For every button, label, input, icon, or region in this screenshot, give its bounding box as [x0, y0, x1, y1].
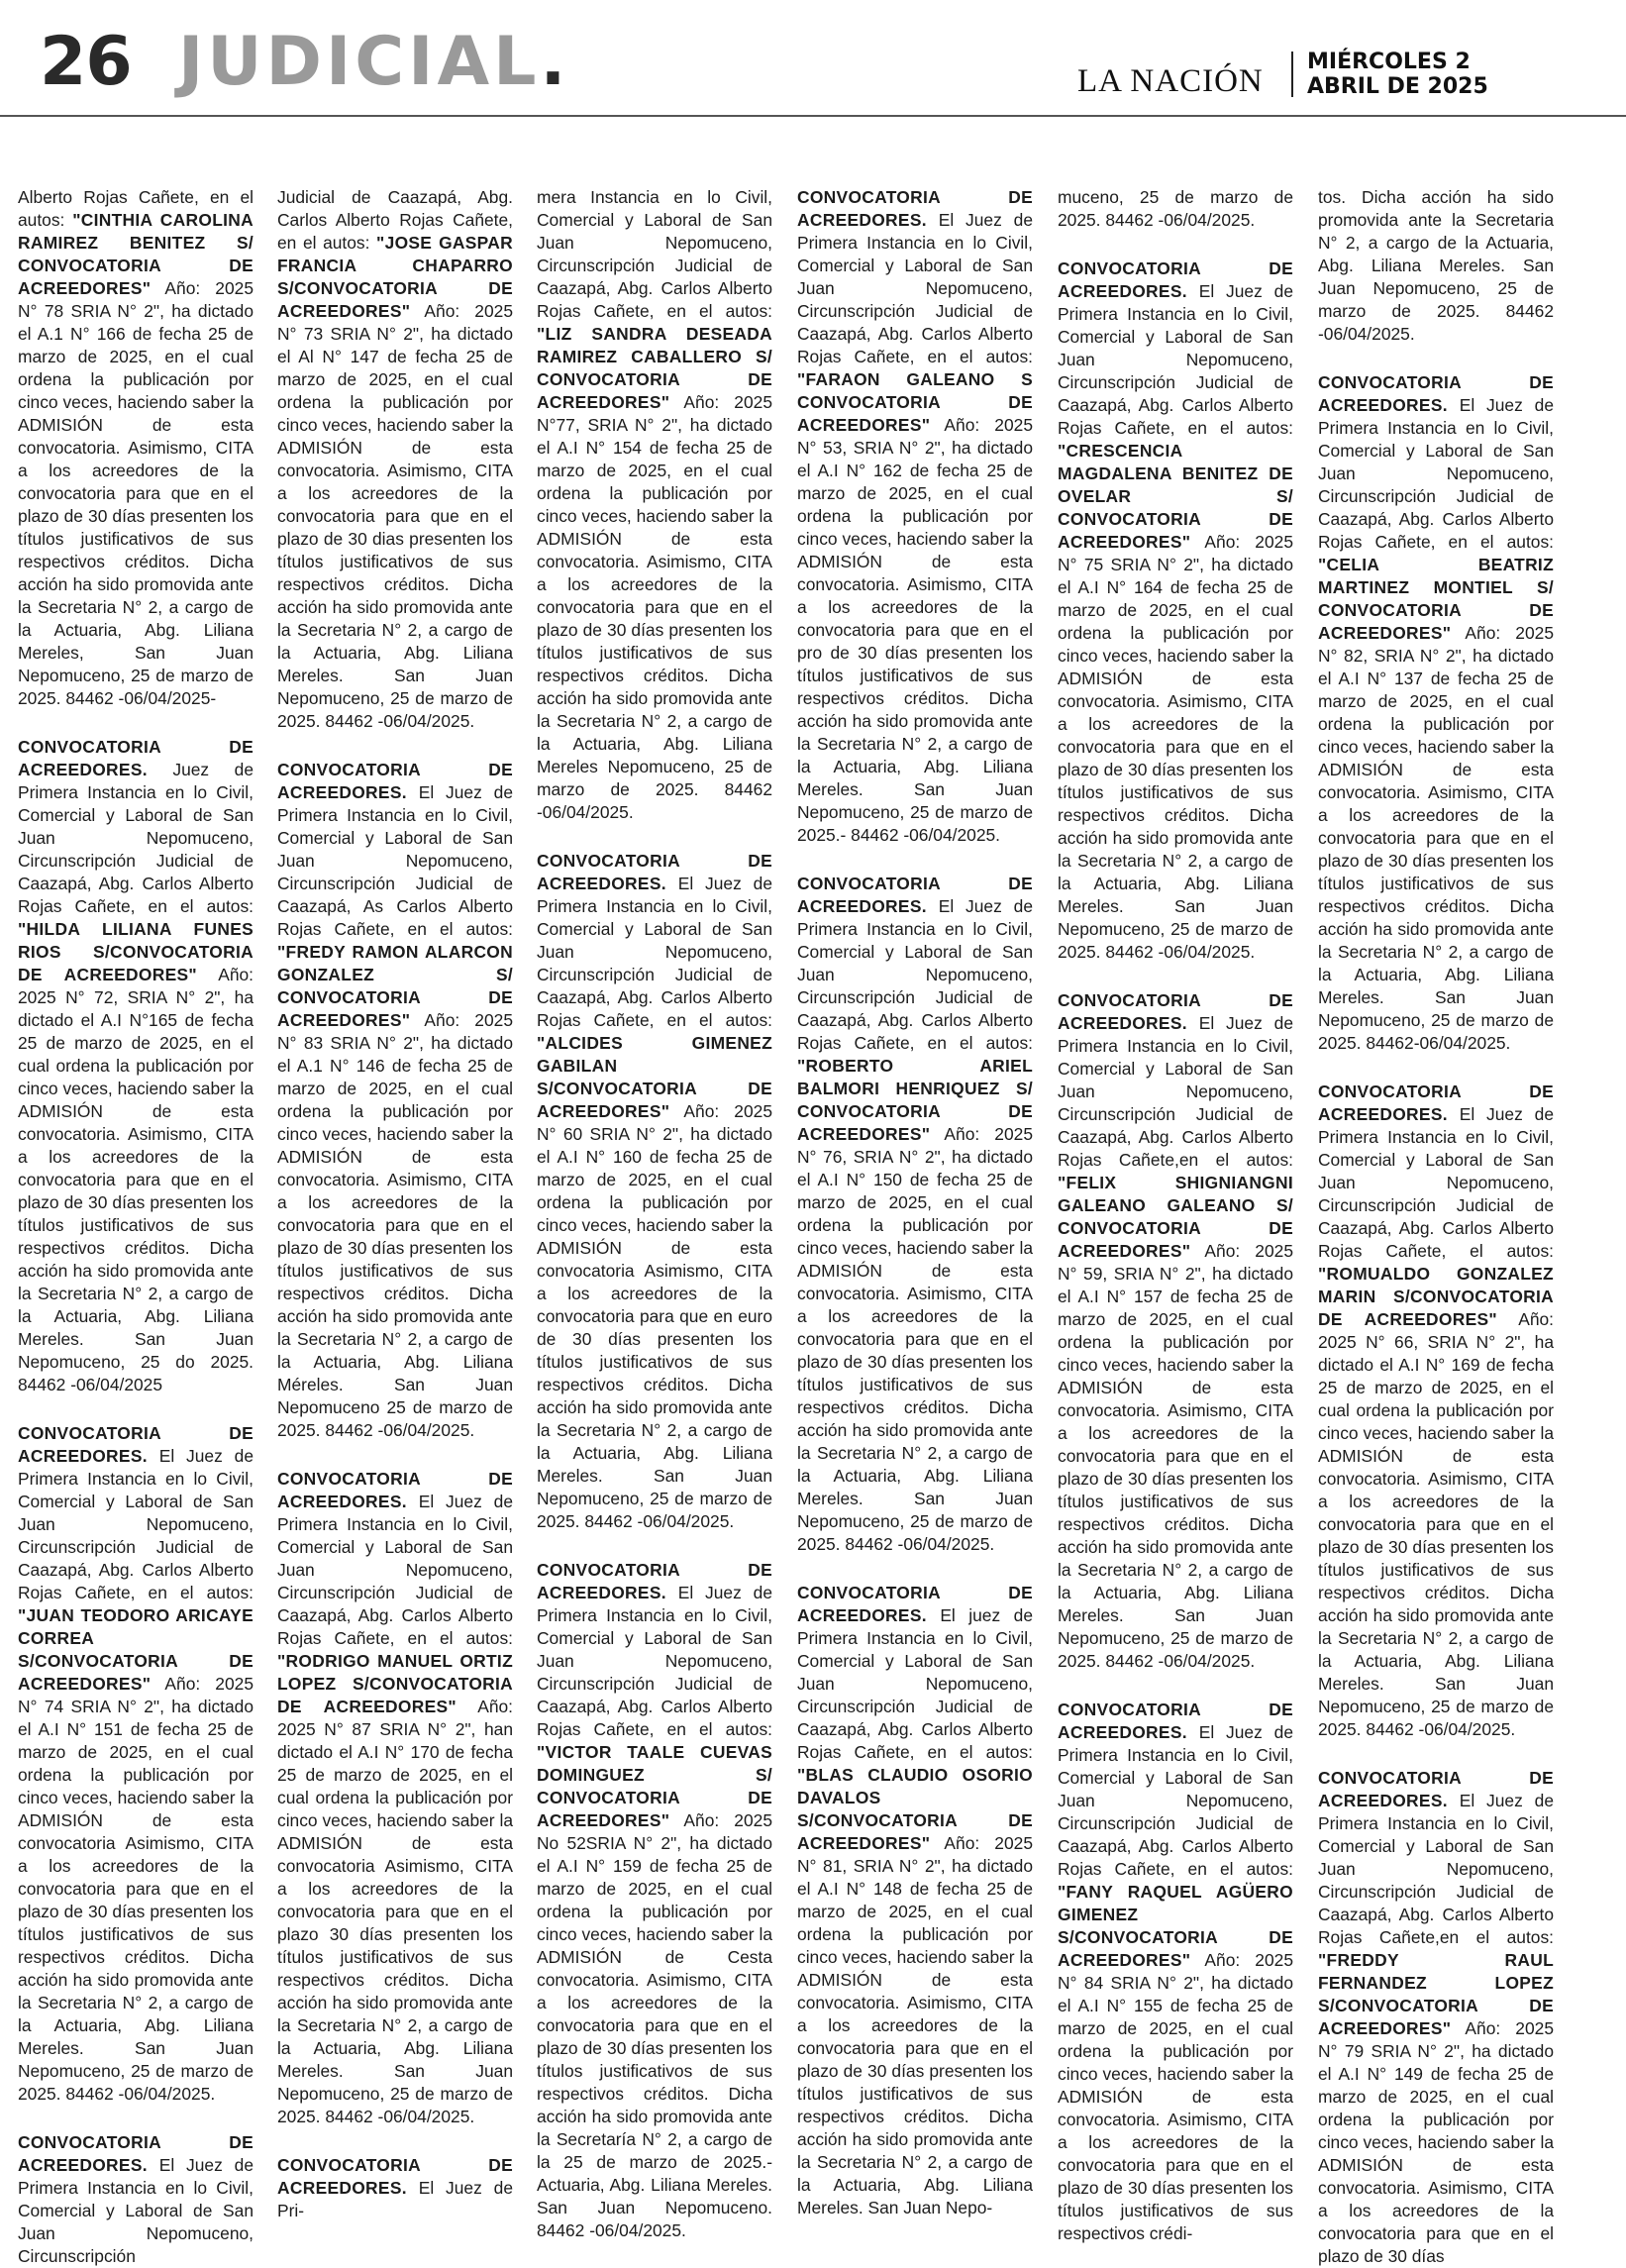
notice-heading: CONVOCATORIA DE ACREEDORES. — [537, 1560, 772, 1602]
notice — [277, 186, 513, 733]
case-title: "CELIA BEATRIZ MARTINEZ MONTIEL S/ CONVOCATORIA DE ACREEDORES" — [1318, 555, 1554, 643]
notice-text: CONVOCATORIA DE ACREEDORES. El Juez de Primera Instancia en lo Civil, Comercial y Laboral de San Juan Nepomuceno, Circunscripción Judicial de Caazapá, Abg. Carlos Alberto Rojas Cañete,en el autos: "FREDDY RAUL FERNANDEZ LOPEZ S/CONVOCATORIA DE ACREEDORES" Año: 2025 N° 79 SRIA N° 2", ha dictado el A.I N° 149 de fecha 25 de marzo de 2025, en el cual ordena la publicación por cinco veces, haciendo saber la ADMISIÓN de esta convocatoria. Asimismo, CITA a los acreedores de la convocatoria para que en el plazo de 30 días — [1318, 1768, 1554, 2266]
column-6 — [1318, 186, 1554, 2266]
notice — [1058, 258, 1293, 964]
notice-heading: CONVOCATORIA DE ACREEDORES. — [277, 1469, 513, 1511]
notice — [1318, 371, 1554, 1055]
column-2 — [277, 186, 513, 2220]
case-title: "CRESCENCIA MAGDALENA BENITEZ DE OVELAR S/ CONVOCATORIA DE ACREEDORES" — [1058, 441, 1293, 552]
notice — [797, 186, 1033, 847]
notice-text: muceno, 25 de marzo de 2025. 84462 -06/04/2025. — [1058, 187, 1293, 230]
notice-text: CONVOCATORIA DE ACREEDORES. El Juez de Primera Instancia en lo Civil, Comercial y Laboral de San Juan Nepomuceno, Circunscripción Judicial de Caazapá, Abg. Carlos Alberto Rojas Cañete, en el autos: "CELIA BEATRIZ MARTINEZ MONTIEL S/ CONVOCATORIA DE ACREEDORES" Año: 2025 N° 82, SRIA N° 2", ha dictado el A.I N° 137 de fecha 25 de marzo de 2025, en el cual ordena la publicación por cinco veces, haciendo saber la ADMISIÓN de esta convocatoria. Asimismo, CITA a los acreedores de la convocatoria para que en el plazo de 30 días presenten los títulos justificativos de sus respectivos créditos. Dicha acción ha sido promovida ante la Secretaria N° 2, a cargo de la Actuaria, Abg. Liliana Mereles. San Juan Nepomuceno, 25 de marzo de 2025. 84462-06/04/2025. — [1318, 372, 1554, 1053]
notice-heading: CONVOCATORIA DE ACREEDORES. — [1318, 372, 1554, 415]
case-title: "FANY RAQUEL AGÜERO GIMENEZ S/CONVOCATORIA DE ACREEDORES" — [1058, 1882, 1293, 1970]
notice-heading: CONVOCATORIA DE ACREEDORES. — [277, 760, 513, 802]
notice — [797, 1582, 1033, 2219]
page-number: 26 — [40, 23, 132, 101]
notice-heading: CONVOCATORIA DE ACREEDORES. — [18, 2132, 254, 2175]
case-title: "LIZ SANDRA DESEADA RAMIREZ CABALLERO S/ CONVOCATORIA DE ACREEDORES" — [537, 324, 772, 412]
case-title: "FELIX SHIGNIANGNI GALEANO GALEANO S/ CONVOCATORIA DE ACREEDORES" — [1058, 1173, 1293, 1261]
dateline — [1307, 50, 1488, 99]
notice-text: CONVOCATORIA DE ACREEDORES. El juez de Primera Instancia en lo Civil, Comercial y Laboral de San Juan Nepomuceno, Circunscripción Judicial de Caazapá, Abg. Carlos Alberto Rojas Cañete, en el autos: "BLAS CLAUDIO OSORIO DAVALOS S/CONVOCATORIA DE ACREEDORES" Año: 2025 N° 81, SRIA N° 2", ha dictado el A.I N° 148 de fecha 25 de marzo de 2025, en el cual ordena la publicación por cinco veces, haciendo saber la ADMISIÓN de esta convocatoria. Asimismo, CITA a los acreedores de la convocatoria para que en el plazo de 30 días presenten los títulos justificativos de sus respectivos créditos. Dicha acción ha sido promovida ante la Secretaria N° 2, a cargo de la Actuaria, Abg. Liliana Mereles. San Juan Nepo- — [797, 1583, 1033, 2217]
column-3 — [537, 186, 772, 2240]
notice-text: CONVOCATORIA DE ACREEDORES. El Juez de Primera Instancia en lo Civil, Comercial y Laboral de San Juan Nepomuceno, Circunscripción — [18, 2132, 254, 2266]
notice — [797, 873, 1033, 1556]
section-name: JUDICIAL — [178, 23, 541, 101]
notice-text: CONVOCATORIA DE ACREEDORES. El Juez de Primera Instancia en lo Civil, Comercial y Laboral de San Juan Nepomuceno, Circunscripción Judicial de Caazapá, Abg. Carlos Alberto Rojas Cañete, en el autos: "RODRIGO MANUEL ORTIZ LOPEZ S/CONVOCATORIA DE ACREEDORES" Año: 2025 N° 87 SRIA N° 2", han dictado el A.I N° 170 de fecha 25 de marzo de 2025, en el cual ordena la publicación por cinco veces, haciendo saber la ADMISIÓN de esta convocatoria Asimismo, CITA a los acreedores de la convocatoria para que en el plazo 30 días presenten los títulos justificativos de sus respectivos créditos. Dicha acción ha sido promovida ante la Secretaria N° 2, a cargo de la Actuaria, Abg. Liliana Mereles. San Juan Nepomuceno, 25 de marzo de 2025. 84462 -06/04/2025. — [277, 1469, 513, 2126]
notice — [1058, 989, 1293, 1673]
notice-text: CONVOCATORIA DE ACREEDORES. Juez de Primera Instancia en lo Civil, Comercial y Laboral de San Juan Nepomuceno, Circunscripción Judicial de Caazapá, Abg. Carlos Alberto Rojas Cañete, en el autos: "HILDA LILIANA FUNES RIOS S/CONVOCATORIA DE ACREEDORES" Año: 2025 N° 72, SRIA N° 2", ha dictado el A.I N°165 de fecha 25 de marzo de 2025, en el cual ordena la publicación por cinco veces, haciendo saber la ADMISIÓN de esta convocatoria. Asimismo, CITA a los acreedores de la convocatoria para que en el plazo de 30 días presenten los títulos justificativos de sus respectivos créditos. Dicha acción ha sido promovida ante la Secretaria N° 2, a cargo de la Actuaria, Abg. Liliana Mereles. San Juan Nepomuceno, 25 do 2025. 84462 -06/04/2025 — [18, 737, 254, 1394]
notice-heading: CONVOCATORIA DE ACREEDORES. — [537, 851, 772, 893]
notice — [1058, 1699, 1293, 2245]
notice-heading: CONVOCATORIA DE ACREEDORES. — [277, 2155, 513, 2198]
notice-text: CONVOCATORIA DE ACREEDORES. El Juez de Primera Instancia en lo Civil, Comercial y Laboral de San Juan Nepomuceno, Circunscripción Judicial de Caazapá, Abg. Carlos Alberto Rojas Cañete, en el autos: "JUAN TEODORO ARICAYE CORREA S/CONVOCATORIA DE ACREEDORES" Año: 2025 N° 74 SRIA N° 2", ha dictado el A.I N° 151 de fecha 25 de marzo de 2025, en el cual ordena la publicación por cinco veces, haciendo saber la ADMISIÓN de esta convocatoria Asimismo, CITA a los acreedores de la convocatoria para que en el plazo de 30 días presenten los títulos justificativos de sus respectivos créditos. Dicha acción ha sido promovida ante la Secretaria N° 2, a cargo de la Actuaria, Abg. Liliana Mereles. San Juan Nepomuceno, 25 de marzo de 2025. 84462 -06/04/2025. — [18, 1423, 254, 2104]
notice-heading: CONVOCATORIA DE ACREEDORES. — [797, 1583, 1033, 1625]
notice-text: CONVOCATORIA DE ACREEDORES. El Juez de Primera Instancia en lo Civil, Comercial y Laboral de San Juan Nepomuceno, Circunscripción Judicial de Caazapá, As Carlos Alberto Rojas Cañete, en el autos: "FREDY RAMON ALARCON GONZALEZ S/ CONVOCATORIA DE ACREEDORES" Año: 2025 N° 83 SRIA N° 2", ha dictado el A.1 N° 146 de fecha 25 de marzo de 2025, en el cual ordena la publicación por cinco veces, haciendo saber la ADMISIÓN de esta convocatoria. Asimismo, CITA a los acreedores de la convocatoria para que en el plazo de 30 días presenten los títulos justificativos de sus respectivos créditos. Dicha acción ha sido promovida ante la Secretaria N° 2, a cargo de la Actuaria, Abg. Liliana Méreles. San Juan Nepomuceno 25 de marzo de 2025. 84462 -06/04/2025. — [277, 760, 513, 1440]
notice-text: CONVOCATORIA DE ACREEDORES. El Juez de Primera Instancia en lo Civil, Comercial y Laboral de San Juan Nepomuceno, Circunscripción Judicial de Caazapá, Abg. Carlos Alberto Rojas Cañete, en el autos: "CRESCENCIA MAGDALENA BENITEZ DE OVELAR S/ CONVOCATORIA DE ACREEDORES" Año: 2025 N° 75 SRIA N° 2", ha dictado el A.I N° 164 de fecha 25 de marzo de 2025, en el cual ordena la publicación por cinco veces, haciendo saber la ADMISIÓN de esta convocatoria. Asimismo, CITA a los acreedores de la convocatoria para que en el plazo de 30 días presenten los títulos justificativos de sus respectivos créditos. Dicha acción ha sido promovida ante la Secretaria N° 2, a cargo de la Actuaria, Abg. Liliana Mereles. San Juan Nepomuceno, 25 de marzo de 2025. 84462 -06/04/2025. — [1058, 258, 1293, 962]
case-title: "ALCIDES GIMENEZ GABILAN S/CONVOCATORIA DE ACREEDORES" — [537, 1033, 772, 1121]
notice-heading: CONVOCATORIA DE ACREEDORES. — [1318, 1082, 1554, 1124]
notice — [1318, 1081, 1554, 1741]
column-1 — [18, 186, 254, 2266]
notice-text: CONVOCATORIA DE ACREEDORES. El Juez de Primera Instancia en lo Civil, Comercial y Laboral de San Juan Nepomuceno, Circunscripción Judicial de Caazapá, Abg. Carlos Alberto Rojas Cañete,en el autos: "FELIX SHIGNIANGNI GALEANO GALEANO S/ CONVOCATORIA DE ACREEDORES" Año: 2025 N° 59, SRIA N° 2", ha dictado el A.I N° 157 de fecha 25 de marzo de 2025, en el cual ordena la publicación por cinco veces, haciendo saber la ADMISIÓN de esta convocatoria. Asimismo, CITA a los acreedores de la convocatoria para que en el plazo de 30 días presenten los títulos justificativos de sus respectivos créditos. Dicha acción ha sido promovida ante la Secretaria N° 2, a cargo de la Actuaria, Abg. Liliana Mereles. San Juan Nepomuceno, 25 de marzo de 2025. 84462 -06/04/2025. — [1058, 990, 1293, 1671]
notice — [18, 2131, 254, 2268]
case-title: "ROBERTO ARIEL BALMORI HENRIQUEZ S/ CONVOCATORIA DE ACREEDORES" — [797, 1056, 1033, 1144]
notice-heading: CONVOCATORIA DE ACREEDORES. — [1318, 1768, 1554, 1810]
notice-text: Alberto Rojas Cañete, en el autos: "CINTHIA CAROLINA RAMIREZ BENITEZ S/ CONVOCATORIA DE ACREEDORES" Año: 2025 N° 78 SRIA N° 2", ha dictado el A.1 N° 166 de fecha 25 de marzo de 2025, en el cual ordena la publicación por cinco veces, haciendo saber la ADMISIÓN de esta convocatoria. Asimismo, CITA a los acreedores de la convocatoria para que en el plazo de 30 días presenten los títulos justificativos de sus respectivos créditos. Dicha acción ha sido promovida ante la Secretaria N° 2, a cargo de la Actuaria, Abg. Liliana Mereles, San Juan Nepomuceno, 25 de marzo de 2025. 84462 -06/04/2025- — [18, 187, 254, 708]
case-title: "JOSE GASPAR FRANCIA CHAPARRO S/CONVOCATORIA DE ACREEDORES" — [277, 233, 513, 321]
notice — [18, 1422, 254, 2106]
section-dot: . — [540, 23, 570, 101]
notice-text: CONVOCATORIA DE ACREEDORES. El Juez de Primera Instancia en lo Civil, Comercial y Laboral de San Juan Nepomuceno, Circunscripción Judicial de Caazapá, Abg. Carlos Alberto Rojas Cañete, el autos: "ROMUALDO GONZALEZ MARIN S/CONVOCATORIA DE ACREEDORES" Año: 2025 N° 66, SRIA N° 2", ha dictado el A.I N° 169 de fecha 25 de marzo de 2025, en el cual ordena la publicación por cinco veces, haciendo saber la ADMISIÓN de esta convocatoria. Asimismo, CITA a los acreedores de la convocatoria para que en el plazo de 30 días presenten los títulos justificativos de sus respectivos créditos. Dicha acción ha sido promovida ante la Secretaria N° 2, a cargo de la Actuaria, Abg. Liliana Mereles. San Juan Nepomuceno, 25 de marzo de 2025. 84462 -06/04/2025. — [1318, 1082, 1554, 1739]
notice — [537, 1559, 772, 2242]
case-title: "FARAON GALEANO S CONVOCATORIA DE ACREEDORES" — [797, 369, 1033, 435]
case-title: "HILDA LILIANA FUNES RIOS S/CONVOCATORIA DE ACREEDORES" — [18, 919, 254, 984]
page-header — [0, 0, 1626, 117]
notice-text: CONVOCATORIA DE ACREEDORES. El Juez de Primera Instancia en lo Civil, Comercial y Laboral de San Juan Nepomuceno, Circunscripción Judicial de Caazapá, Abg. Carlos Alberto Rojas Cañete, en el autos: "FARAON GALEANO S CONVOCATORIA DE ACREEDORES" Año: 2025 N° 53, SRIA N° 2", ha dictado el A.I N° 162 de fecha 25 de marzo de 2025, en el cual ordena la publicación por cinco veces, haciendo saber la ADMISIÓN de esta convocatoria. Asimismo, CITA a los acreedores de la convocatoria para que en el pro de 30 días presenten los títulos justificativos de sus respectivos créditos. Dicha acción ha sido promovida ante la Secretaria N° 2, a cargo de la Actuaria, Abg. Liliana Mereles. San Juan Nepomuceno, 25 de marzo de 2025.- 84462 -06/04/2025. — [797, 187, 1033, 845]
notice-text: tos. Dicha acción ha sido promovida ante la Secretaria N° 2, a cargo de la Actuaria, Abg. Liliana Mereles. San Juan Nepomuceno, 25 de marzo de 2025. 84462 -06/04/2025. — [1318, 187, 1554, 344]
dateline-weekday: MIÉRCOLES 2 — [1307, 50, 1471, 74]
notice — [277, 2154, 513, 2222]
notice-text: CONVOCATORIA DE ACREEDORES. El Juez de Primera Instancia en lo Civil, Comercial y Laboral de San Juan Nepomuceno, Circunscripción Judicial de Caazapá, Abg. Carlos Alberto Rojas Cañete, en el autos: "FANY RAQUEL AGÜERO GIMENEZ S/CONVOCATORIA DE ACREEDORES" Año: 2025 N° 84 SRIA N° 2", ha dictado el A.I N° 155 de fecha 25 de marzo de 2025, en el cual ordena la publicación por cinco veces, haciendo saber la ADMISIÓN de esta convocatoria. Asimismo, CITA a los acreedores de la convocatoria para que en el plazo de 30 días presenten los títulos justificativos de sus respectivos crédi- — [1058, 1700, 1293, 2243]
case-title: "VICTOR TAALE CUEVAS DOMINGUEZ S/ CONVOCATORIA DE ACREEDORES" — [537, 1742, 772, 1830]
notice-heading: CONVOCATORIA DE ACREEDORES. — [797, 874, 1033, 916]
case-title: "FREDY RAMON ALARCON GONZALEZ S/ CONVOCATORIA DE ACREEDORES" — [277, 942, 513, 1030]
newspaper-logo: LA NACIÓN — [1077, 63, 1264, 99]
notice — [277, 759, 513, 1442]
notice — [1318, 1767, 1554, 2268]
header-rule — [0, 115, 1626, 117]
notice-text: mera Instancia en lo Civil, Comercial y Laboral de San Juan Nepomuceno, Circunscripción Judicial de Caazapá, Abg. Carlos Alberto Rojas Cañete, en el autos: "LIZ SANDRA DESEADA RAMIREZ CABALLERO S/ CONVOCATORIA DE ACREEDORES" Año: 2025 N°77, SRIA N° 2", ha dictado el A.I N° 154 de fecha 25 de marzo de 2025, en el cual ordena la publicación por cinco veces, haciendo saber la ADMISIÓN de esta convocatoria. Asimismo, CITA a los acreedores de la convocatoria para que en el plazo de 30 días presenten los títulos justificativos de sus respectivos créditos. Dicha acción ha sido promovida ante la Secretaria N° 2, a cargo de la Actuaria, Abg. Liliana Mereles Nepomuceno, 25 de marzo de 2025. 84462 -06/04/2025. — [537, 187, 772, 822]
notice — [18, 736, 254, 1396]
header-divider — [1291, 52, 1293, 97]
notice-text: CONVOCATORIA DE ACREEDORES. El Juez de Primera Instancia en lo Civil, Comercial y Laboral de San Juan Nepomuceno, Circunscripción Judicial de Caazapá, Abg. Carlos Alberto Rojas Cañete, en el autos: "ROBERTO ARIEL BALMORI HENRIQUEZ S/ CONVOCATORIA DE ACREEDORES" Año: 2025 N° 76, SRIA N° 2", ha dictado el A.I N° 150 de fecha 25 de marzo de 2025, en el cual ordena la publicación por cinco veces, haciendo saber la ADMISIÓN de esta convocatoria. Asimismo, CITA a los acreedores de la convocatoria para que en el plazo de 30 días presenten los títulos justificativos de sus respectivos créditos. Dicha acción ha sido promovida ante la Secretaria N° 2, a cargo de la Actuaria, Abg. Liliana Mereles. San Juan Nepomuceno, 25 de marzo de 2025. 84462 -06/04/2025. — [797, 874, 1033, 1554]
notice-heading: CONVOCATORIA DE ACREEDORES. — [797, 187, 1033, 230]
notice — [277, 1468, 513, 2128]
case-title: "JUAN TEODORO ARICAYE CORREA S/CONVOCATORIA DE ACREEDORES" — [18, 1605, 254, 1694]
dateline-month-year: ABRIL DE 2025 — [1307, 74, 1488, 99]
notice-heading: CONVOCATORIA DE ACREEDORES. — [1058, 258, 1293, 301]
notice — [1318, 186, 1554, 346]
case-title: "BLAS CLAUDIO OSORIO DAVALOS S/CONVOCATORIA DE ACREEDORES" — [797, 1765, 1033, 1853]
section-title — [178, 23, 570, 101]
case-title: "RODRIGO MANUEL ORTIZ LOPEZ S/CONVOCATORIA DE ACREEDORES" — [277, 1651, 513, 1716]
notice — [537, 850, 772, 1533]
notice-heading: CONVOCATORIA DE ACREEDORES. — [1058, 990, 1293, 1033]
case-title: "FREDDY RAUL FERNANDEZ LOPEZ S/CONVOCATORIA DE ACREEDORES" — [1318, 1950, 1554, 2038]
notice-text: CONVOCATORIA DE ACREEDORES. El Juez de Pri- — [277, 2155, 513, 2220]
notice — [537, 186, 772, 824]
notice — [18, 186, 254, 710]
notice-heading: CONVOCATORIA DE ACREEDORES. — [18, 1423, 254, 1466]
notice-text: CONVOCATORIA DE ACREEDORES. El Juez de Primera Instancia en lo Civil, Comercial y Laboral de San Juan Nepomuceno, Circunscripción Judicial de Caazapá, Abg. Carlos Alberto Rojas Cañete, en el autos: "ALCIDES GIMENEZ GABILAN S/CONVOCATORIA DE ACREEDORES" Año: 2025 N° 60 SRIA N° 2", ha dictado el A.I N° 160 de fecha 25 de marzo de 2025, en el cual ordena la publicación por cinco veces, haciendo saber la ADMISIÓN de esta convocatoria Asimismo, CITA a los acreedores de la convocatoria para que en euro de 30 días presenten los títulos justificativos de sus respectivos créditos. Dicha acción ha sido promovida ante la Secretaria N° 2, a cargo de la Actuaria, Abg. Liliana Mereles. San Juan Nepomuceno, 25 de marzo de 2025. 84462 -06/04/2025. — [537, 851, 772, 1531]
column-5 — [1058, 186, 1293, 2243]
notice-text: CONVOCATORIA DE ACREEDORES. El Juez de Primera Instancia en lo Civil, Comercial y Laboral de San Juan Nepomuceno, Circunscripción Judicial de Caazapá, Abg. Carlos Alberto Rojas Cañete, en el autos: "VICTOR TAALE CUEVAS DOMINGUEZ S/ CONVOCATORIA DE ACREEDORES" Año: 2025 No 52SRIA N° 2", ha dictado el A.I N° 159 de fecha 25 de marzo de 2025, en el cual ordena la publicación por cinco veces, haciendo saber la ADMISIÓN de Cesta convocatoria. Asimismo, CITA a los acreedores de la convocatoria para que en el plazo de 30 días presenten los títulos justificativos de sus respectivos créditos. Dicha acción ha sido promovida ante la Secretaría N° 2, a cargo de la 25 de marzo de 2025.- Actuaria, Abg. Liliana Mereles. San Juan Nepomuceno. 84462 -06/04/2025. — [537, 1560, 772, 2240]
notice — [1058, 186, 1293, 232]
notice-heading: CONVOCATORIA DE ACREEDORES. — [18, 737, 254, 779]
notice-heading: CONVOCATORIA DE ACREEDORES. — [1058, 1700, 1293, 1742]
column-4 — [797, 186, 1033, 2217]
case-title: "ROMUALDO GONZALEZ MARIN S/CONVOCATORIA DE ACREEDORES" — [1318, 1264, 1554, 1329]
notice-text: Judicial de Caazapá, Abg. Carlos Alberto Rojas Cañete, en el autos: "JOSE GASPAR FRANCIA CHAPARRO S/CONVOCATORIA DE ACREEDORES" Año: 2025 N° 73 SRIA N° 2", ha dictado el Al N° 147 de fecha 25 de marzo de 2025, en el cual ordena la publicación por cinco veces, haciendo saber la ADMISIÓN de esta convocatoria. Asimismo, CITA a los acreedores de la convocatoria para que en el plazo de 30 dias presenten los títulos justificativos de sus respectivos créditos. Dicha acción ha sido promovida ante la Secretaria N° 2, a cargo de la Actuaria, Abg. Liliana Mereles. San Juan Nepomuceno, 25 de marzo de 2025. 84462 -06/04/2025. — [277, 187, 513, 731]
case-title: "CINTHIA CAROLINA RAMIREZ BENITEZ S/ CONVOCATORIA DE ACREEDORES" — [18, 210, 254, 298]
